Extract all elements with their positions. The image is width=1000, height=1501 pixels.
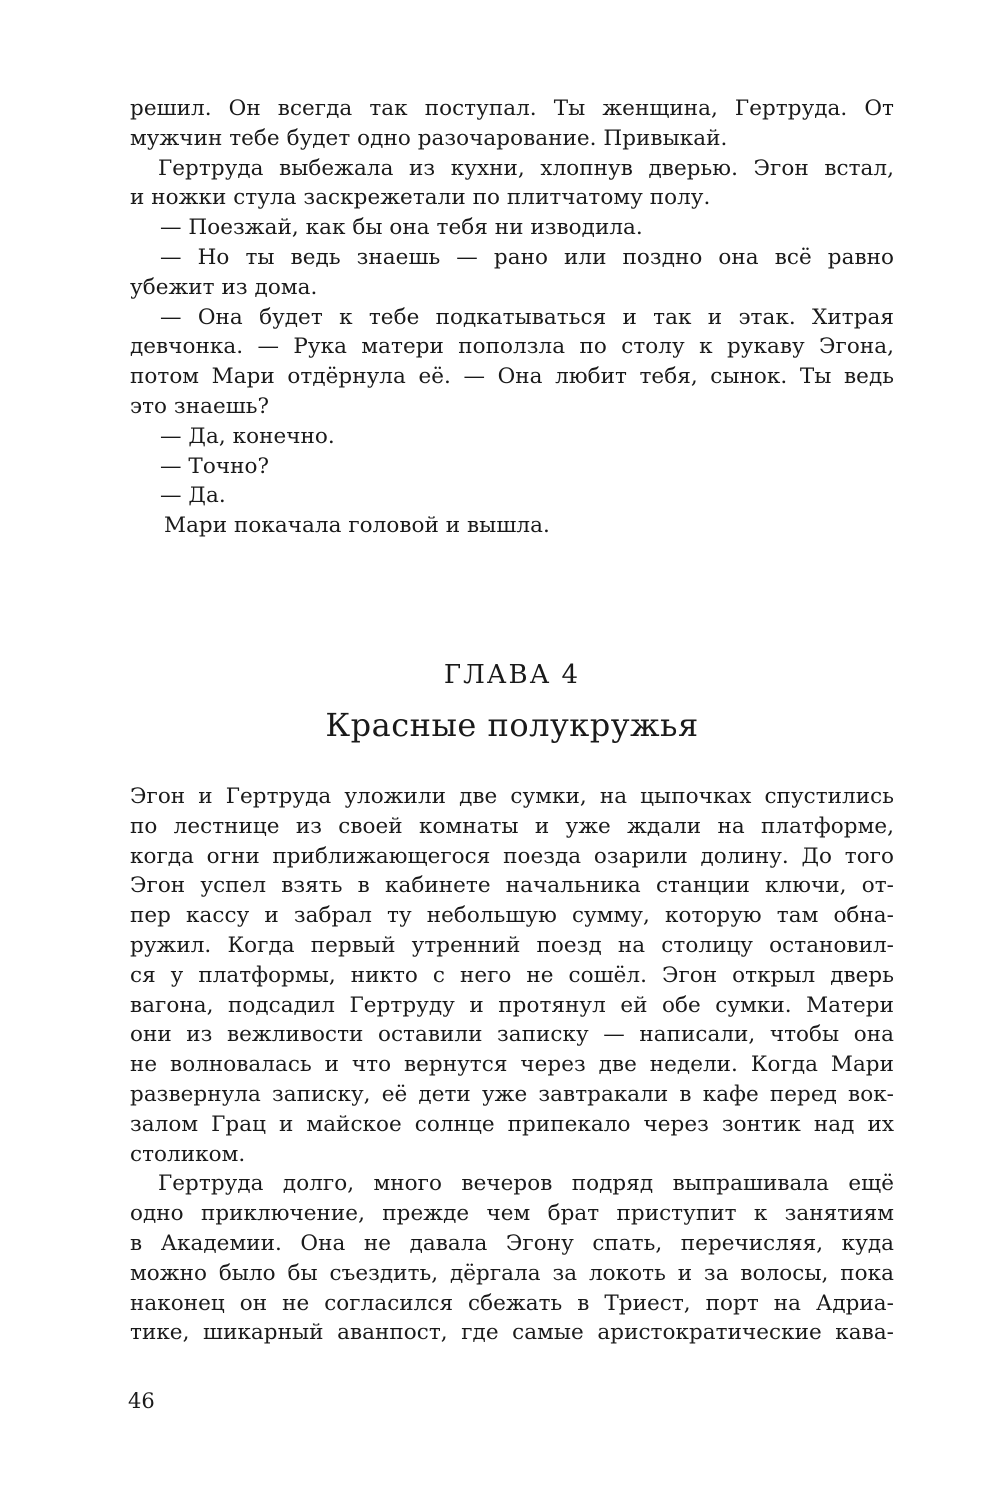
text-line: когда огни приближающегося поезда озарили долину. До того xyxy=(130,843,894,869)
text-line: можно было бы съездить, дёргала за локоть и за волосы, пока xyxy=(130,1260,894,1286)
text-line: убежит из дома. xyxy=(130,274,318,300)
text-line: решил. Он всегда так поступал. Ты женщина, Гертруда. От xyxy=(130,96,894,121)
text-line: Мари покачала головой и вышла. xyxy=(164,513,550,539)
text-line: — Да, конечно. xyxy=(160,423,335,449)
text-line: ружил. Когда первый утренний поезд на столицу остановил- xyxy=(130,932,894,958)
text-line: вагона, подсадил Гертруду и протянул ей обе сумки. Матери xyxy=(130,992,894,1018)
text-line: девчонка. — Рука матери поползла по столу к рукаву Эгона, xyxy=(130,334,894,360)
text-line: это знаешь? xyxy=(130,393,270,419)
text-line: одно приключение, прежде чем брат приступит к занятиям xyxy=(130,1201,894,1227)
chapter-label: ГЛАВА 4 xyxy=(443,660,581,690)
text-line: пер кассу и забрал ту небольшую сумму, которую там обна- xyxy=(130,903,894,929)
text-line: мужчин тебе будет одно разочарование. Привыкай. xyxy=(130,125,728,151)
text-line: не волновалась и что вернутся через две недели. Когда Мари xyxy=(130,1052,894,1078)
text-line: залом Грац и майское солнце припекало через зонтик над их xyxy=(130,1111,894,1137)
text-line: Эгон и Гертруда уложили две сумки, на цыпочках спустились xyxy=(130,784,894,809)
chapter-text-block xyxy=(130,782,894,1348)
text-line: они из вежливости оставили записку — написали, чтобы она xyxy=(130,1022,894,1048)
text-line: в Академии. Она не давала Эгону спать, перечисляя, куда xyxy=(130,1230,894,1256)
text-line: — Она будет к тебе подкатываться и так и этак. Хитрая xyxy=(160,304,894,330)
page-number: 46 xyxy=(128,1389,155,1413)
top-text-block xyxy=(130,94,894,541)
text-line: ся у платформы, никто с него не сошёл. Эгон открыл дверь xyxy=(130,962,894,988)
text-line: развернула записку, её дети уже завтракали в кафе перед вок- xyxy=(130,1081,894,1107)
text-line: тике, шикарный аванпост, где самые аристократические кава- xyxy=(130,1320,894,1346)
text-line: Гертруда долго, много вечеров подряд выпрашивала ещё xyxy=(158,1171,894,1197)
text-line: — Да. xyxy=(160,483,226,509)
text-line: Гертруда выбежала из кухни, хлопнув дверью. Эгон встал, xyxy=(158,155,894,181)
text-line: — Поезжай, как бы она тебя ни изводила. xyxy=(160,215,643,241)
text-line: Эгон успел взять в кабинете начальника станции ключи, от- xyxy=(130,873,894,899)
text-line: потом Мари отдёрнула её. — Она любит тебя, сынок. Ты ведь xyxy=(130,364,894,390)
chapter-title: Красные полукружья xyxy=(325,706,699,744)
text-line: по лестнице из своей комнаты и уже ждали на платформе, xyxy=(130,813,894,839)
text-line: наконец он не согласился сбежать в Триест, порт на Адриа- xyxy=(130,1290,894,1316)
text-line: — Но ты ведь знаешь — рано или поздно она всё равно xyxy=(160,244,894,270)
text-line: столиком. xyxy=(130,1141,246,1167)
text-line: — Точно? xyxy=(160,453,270,479)
text-line: и ножки стула заскрежетали по плитчатому полу. xyxy=(130,185,711,211)
